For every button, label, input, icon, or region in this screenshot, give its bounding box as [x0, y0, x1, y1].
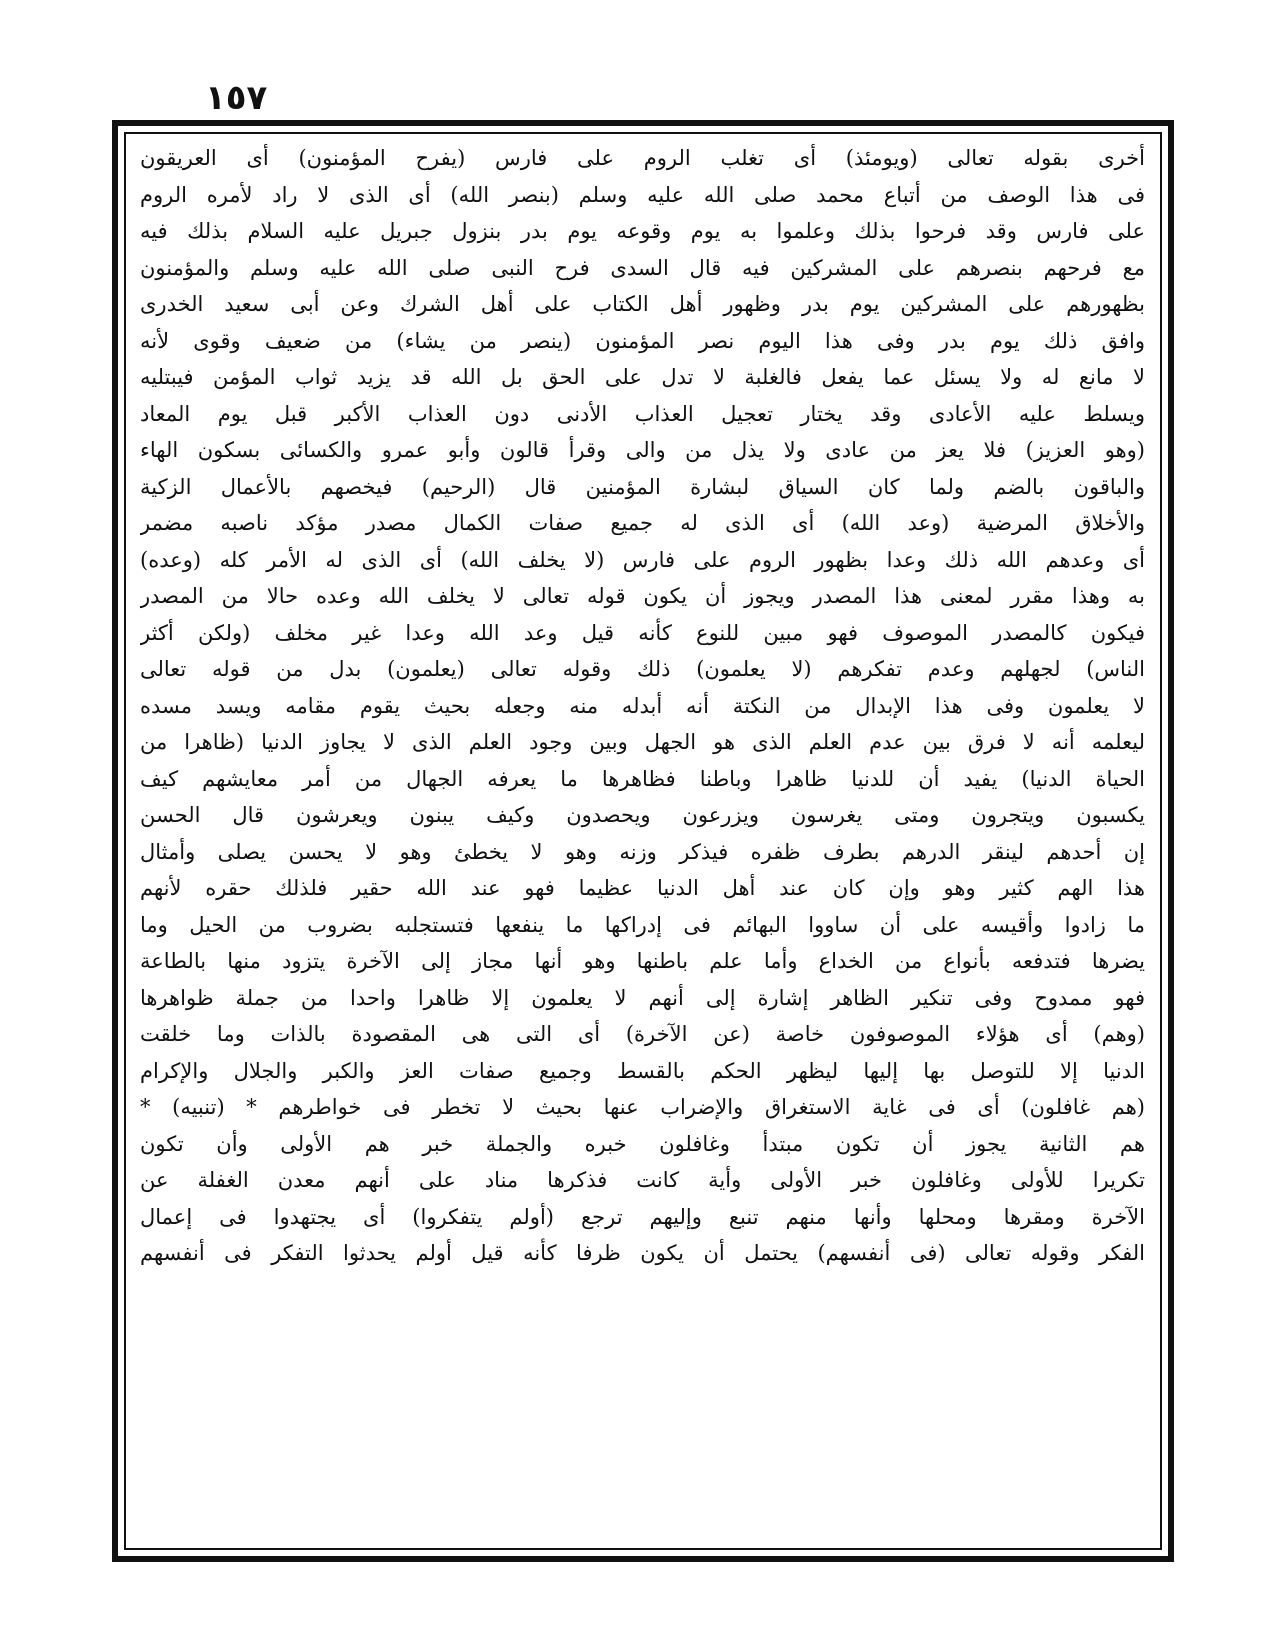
text-line: أى وعدهم الله ذلك وعدا بظهور الروم على فارس (لا يخلف الله) أى الذى له الأمر كله (وعده)	[140, 547, 1145, 572]
text-line: يضرها فتدفعه بأنواع من الخداع وأما علم باطنها وهو أنها مجاز إلى الآخرة يتزود منها بالطاعة	[140, 949, 1145, 973]
text-line: الدنيا إلا للتوصل بها إليها ليظهر الحكم بالقسط وجميع صفات العز والكبر والجلال والإكرام	[140, 1058, 1145, 1083]
text-line: ليعلمه أنه لا فرق بين عدم العلم الذى هو الجهل وبين وجود العلم الذى لا يجاوز الدنيا (ظاهرا من	[140, 730, 1145, 754]
text-line: إن أحدهم لينقر الدرهم بطرف ظفره فيذكر وزنه وهو لا يخطئ وهو لا يحسن يصلى وأمثال	[140, 839, 1145, 864]
text-line: (وهم) أى هؤلاء الموصوفون خاصة (عن الآخرة) أى التى هى المقصودة بالذات وما خلقت	[140, 1022, 1145, 1046]
text-line: وافق ذلك يوم بدر وفى هذا اليوم نصر المؤمنون (ينصر من يشاء) من ضعيف وقوى لأنه	[140, 328, 1145, 353]
text-line: الفكر وقوله تعالى (فى أنفسهم) يحتمل أن يكون ظرفا كأنه قيل أولم يحدثوا التفكر فى أنفسهم	[140, 1241, 1145, 1265]
text-line: لا مانع له ولا يسئل عما يفعل فالغلبة لا تدل على الحق بل الله قد يزيد ثواب المؤمن فيبتليه	[140, 365, 1145, 389]
page-number: ١٥٧	[205, 78, 268, 118]
text-line: هم الثانية يجوز أن تكون مبتدأ وغافلون خبره والجملة خبر هم الأولى وأن تكون	[140, 1131, 1145, 1156]
text-line: فى هذا الوصف من أتباع محمد صلى الله عليه وسلم (بنصر الله) أى الذى لا راد لأمره الروم	[140, 182, 1145, 207]
text-line: لا يعلمون وفى هذا الإبدال من النكتة أنه أبدله منه وجعله بحيث يقوم مقامه ويسد مسده	[140, 693, 1145, 718]
text-line: على فارس وقد فرحوا بذلك وعلموا به يوم وقوعه يوم بدر بنزول جبريل عليه السلام بذلك فيه	[140, 219, 1145, 243]
text-line: هذا الهم كثير وهو وإن كان عند أهل الدنيا عظيما فهو عند الله حقير فلذلك حقره لأنهم	[140, 876, 1145, 900]
text-line: الآخرة ومقرها ومحلها وأنها منهم تنبع وإليهم ترجع (أولم يتفكروا) أى يجتهدوا فى إعمال	[140, 1204, 1145, 1229]
text-body	[140, 140, 1145, 1540]
text-line: ويسلط عليه الأعادى وقد يختار تعجيل العذاب الأدنى دون العذاب الأكبر قبل يوم المعاد	[140, 401, 1145, 426]
text-line: (وهو العزيز) فلا يعز من عادى ولا يذل من والى وقرأ قالون وأبو عمرو والكسائى بسكون الهاء	[140, 438, 1145, 462]
text-line: به وهذا مقرر لمعنى هذا المصدر ويجوز أن يكون قوله تعالى لا يخلف الله وعده حالا من المصدر	[140, 584, 1145, 608]
text-line: الناس) لجهلهم وعدم تفكرهم (لا يعلمون) ذلك وقوله تعالى (يعلمون) بدل من قوله تعالى	[140, 657, 1145, 681]
text-line: فهو ممدوح وفى تنكير الظاهر إشارة إلى أنهم لا يعلمون إلا ظاهرا واحدا من جملة ظواهرها	[140, 985, 1145, 1010]
text-line: والباقون بالضم ولما كان السياق لبشارة المؤمنين قال (الرحيم) فيخصهم بالأعمال الزكية	[140, 474, 1145, 499]
text-line: تكريرا للأولى وغافلون خبر الأولى وأية كانت فذكرها مناد على أنهم معدن الغفلة عن	[140, 1168, 1145, 1192]
text-line: بظهورهم على المشركين يوم بدر وظهور أهل الكتاب على أهل الشرك وعن أبى سعيد الخدرى	[140, 292, 1145, 316]
text-line: الحياة الدنيا) يفيد أن للدنيا ظاهرا وباطنا فظاهرها ما يعرفه الجهال من أمر معايشهم كيف	[140, 766, 1145, 791]
text-line: والأخلاق المرضية (وعد الله) أى الذى له جميع صفات الكمال مصدر مؤكد ناصبه مضمر	[140, 511, 1145, 535]
text-line: يكسبون ويتجرون ومتى يغرسون ويزرعون ويحصدون وكيف يبنون ويعرشون قال الحسن	[140, 803, 1145, 827]
text-line: (هم غافلون) أى فى غاية الاستغراق والإضراب عنها بحيث لا تخطر فى خواطرهم * (تنبيه) *	[140, 1095, 1145, 1119]
text-line: فيكون كالمصدر الموصوف فهو مبين للنوع كأنه قيل وعد الله وعدا غير مخلف (ولكن أكثر	[140, 620, 1145, 645]
text-line: أخرى بقوله تعالى (ويومئذ) أى تغلب الروم على فارس (يفرح المؤمنون) أى العريقون	[140, 146, 1145, 170]
text-line: ما زادوا وأقيسه على أن ساووا البهائم فى إدراكها ما ينفعها فتستجلبه بضروب من الحيل وما	[140, 912, 1145, 937]
text-line: مع فرحهم بنصرهم على المشركين فيه قال السدى فرح النبى صلى الله عليه وسلم والمؤمنون	[140, 255, 1145, 280]
